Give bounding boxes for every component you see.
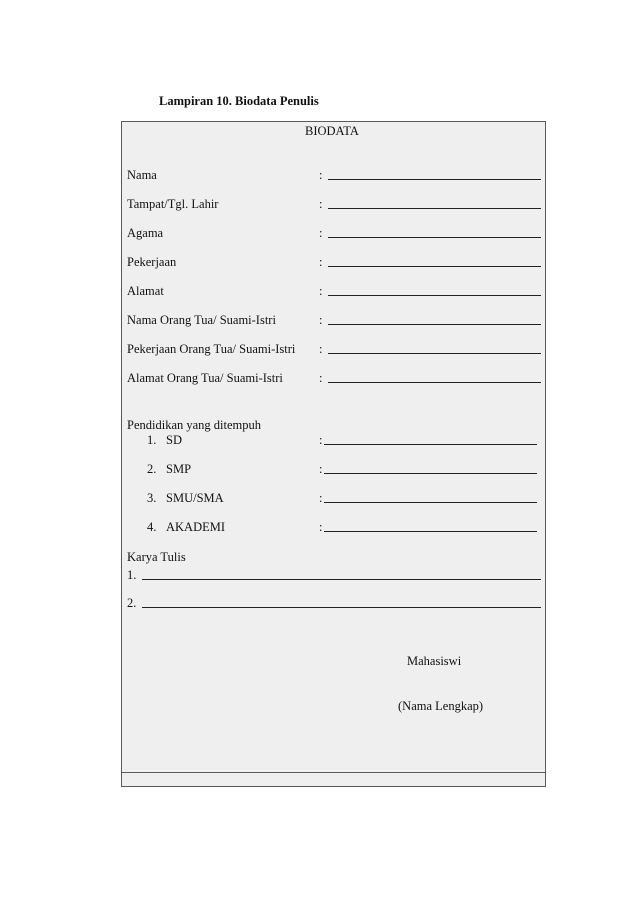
works-num: 2. xyxy=(127,596,137,610)
field-colon: : xyxy=(319,462,323,476)
field-label-pekerjaan: Pekerjaan xyxy=(127,255,177,269)
field-label-nama-orang-tua: Nama Orang Tua/ Suami-Istri xyxy=(127,313,276,327)
biodata-form xyxy=(121,121,546,787)
education-label-sma: SMU/SMA xyxy=(166,491,224,505)
field-label-agama: Agama xyxy=(127,226,164,240)
field-line-pekerjaan-orang-tua[interactable] xyxy=(328,353,541,354)
form-title: BIODATA xyxy=(305,124,359,138)
field-label-alamat-orang-tua: Alamat Orang Tua/ Suami-Istri xyxy=(127,371,283,385)
field-line-alamat[interactable] xyxy=(328,295,541,296)
field-colon: : xyxy=(319,197,323,211)
signature-name: (Nama Lengkap) xyxy=(398,699,484,713)
field-line-pekerjaan[interactable] xyxy=(328,266,541,267)
education-label-smp: SMP xyxy=(166,462,192,476)
education-label-sd: SD xyxy=(166,433,182,447)
form-bottom-divider xyxy=(122,772,545,773)
signature-role: Mahasiswi xyxy=(407,654,462,668)
education-num: 2. xyxy=(147,462,157,476)
education-line-smp[interactable] xyxy=(324,473,537,474)
education-num: 3. xyxy=(147,491,157,505)
field-colon: : xyxy=(319,226,323,240)
works-heading: Karya Tulis xyxy=(127,550,186,564)
works-num: 1. xyxy=(127,568,137,582)
education-heading: Pendidikan yang ditempuh xyxy=(127,418,262,432)
field-line-tempat-lahir[interactable] xyxy=(328,208,541,209)
field-label-pekerjaan-orang-tua: Pekerjaan Orang Tua/ Suami-Istri xyxy=(127,342,296,356)
field-label-tempat-lahir: Tampat/Tgl. Lahir xyxy=(127,197,219,211)
field-colon: : xyxy=(319,313,323,327)
works-line-2[interactable] xyxy=(142,607,541,608)
field-line-agama[interactable] xyxy=(328,237,541,238)
education-label-akademi: AKADEMI xyxy=(166,520,226,534)
education-line-sd[interactable] xyxy=(324,444,537,445)
field-line-alamat-orang-tua[interactable] xyxy=(328,382,541,383)
field-colon: : xyxy=(319,342,323,356)
field-colon: : xyxy=(319,255,323,269)
field-label-nama: Nama xyxy=(127,168,157,182)
field-colon: : xyxy=(319,491,323,505)
field-line-nama[interactable] xyxy=(328,179,541,180)
education-line-akademi[interactable] xyxy=(324,531,537,532)
education-line-sma[interactable] xyxy=(324,502,537,503)
field-line-nama-orang-tua[interactable] xyxy=(328,324,541,325)
works-line-1[interactable] xyxy=(142,579,541,580)
field-label-alamat: Alamat xyxy=(127,284,164,298)
education-num: 1. xyxy=(147,433,157,447)
field-colon: : xyxy=(319,433,323,447)
field-colon: : xyxy=(319,168,323,182)
page-heading: Lampiran 10. Biodata Penulis xyxy=(159,94,319,108)
field-colon: : xyxy=(319,371,323,385)
education-num: 4. xyxy=(147,520,157,534)
field-colon: : xyxy=(319,284,323,298)
field-colon: : xyxy=(319,520,323,534)
